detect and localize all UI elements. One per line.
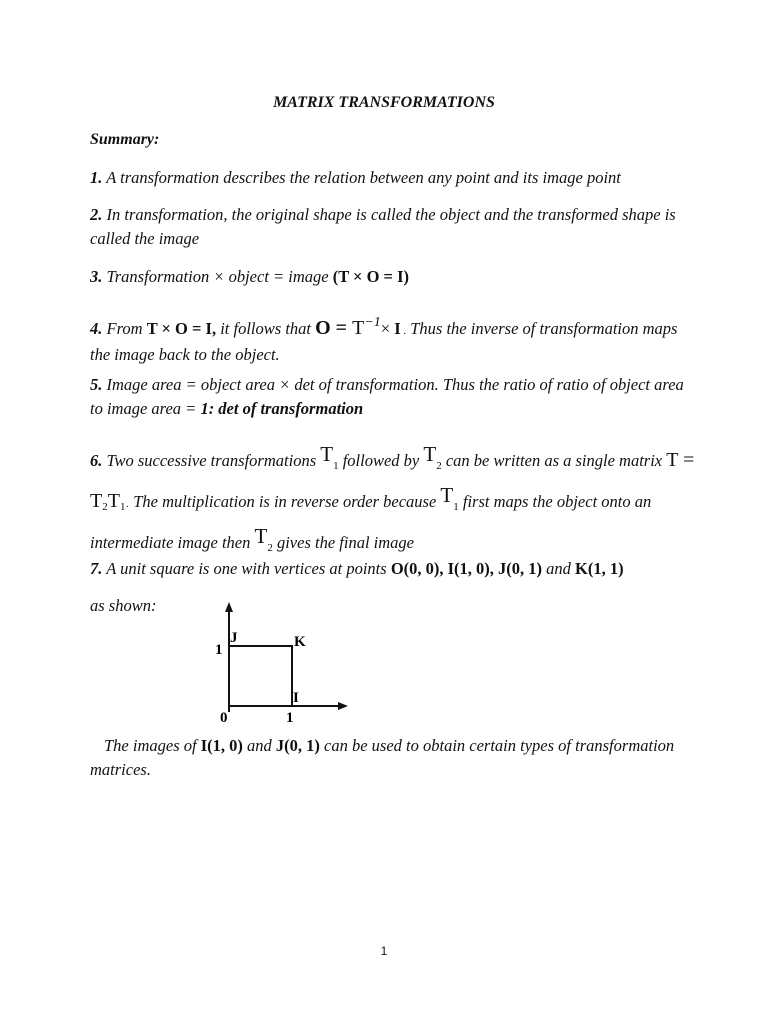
x-axis-arrow (338, 702, 348, 710)
symbol-t: T (254, 524, 268, 548)
item-number: 2. (90, 205, 103, 224)
equation-t1: T (107, 490, 120, 512)
equation-t: T (352, 317, 365, 339)
unit-square (229, 646, 292, 706)
equation-t2: T (90, 490, 103, 512)
item-text: The multiplication is in reverse order because (129, 492, 441, 511)
item-number: 1. (90, 168, 103, 187)
page-number: 1 (380, 944, 388, 958)
symbol-t: T (320, 442, 334, 466)
symbol-subscript: 1 (333, 460, 339, 472)
formula: (T × O = I) (332, 267, 409, 286)
symbol-t: T (423, 442, 437, 466)
item-number: 6. (90, 451, 103, 470)
label-y-one: 1 (215, 642, 223, 658)
item-text: as shown: (90, 596, 157, 615)
item-number: 7. (90, 559, 103, 578)
label-i: I (293, 690, 299, 706)
point-i: I(1, 0) (200, 736, 243, 755)
item-text: and (242, 736, 276, 755)
points-list: O(0, 0), I(1, 0), J(0, 1) (390, 559, 543, 578)
symbol-subscript: 2 (267, 542, 273, 554)
symbol-subscript: 2 (436, 460, 442, 472)
symbol-subscript: 1 (453, 501, 459, 513)
unit-square-svg (200, 598, 370, 728)
item-text: gives the final image (272, 533, 414, 552)
item-text: A unit square is one with vertices at points (102, 559, 391, 578)
item-text: The images of (104, 736, 201, 755)
item-text: can be used to obtain certain types of transformation matrices. (90, 736, 675, 779)
summary-item-3 (90, 265, 700, 289)
summary-heading: Summary: (90, 131, 160, 148)
label-x-one: 1 (286, 710, 294, 726)
symbol-subscript: 2 (102, 501, 108, 513)
summary-item-2 (90, 203, 700, 251)
equation-i: I (394, 319, 401, 338)
item-text: Transformation × object = image (102, 267, 333, 286)
label-j: J (230, 630, 238, 646)
item-text: Thus the inverse of transformation maps the image back to the object. (90, 319, 678, 364)
summary-item-7 (90, 550, 700, 624)
item-text: followed by (338, 451, 424, 470)
summary-item-6 (90, 442, 700, 565)
item-text: From (102, 319, 147, 338)
summary-item-4 (90, 311, 700, 367)
equation-dot: . (400, 325, 407, 337)
label-origin: 0 (220, 710, 228, 726)
equation-times: × (380, 319, 395, 338)
item-text: In transformation, the original shape is called the object and the transformed shape is called the image (90, 205, 676, 248)
unit-square-diagram (200, 598, 370, 728)
item-text: it follows that (216, 319, 316, 338)
item-text: can be written as a single matrix (441, 451, 667, 470)
equation-superscript: −1 (364, 315, 381, 330)
item-text: Image area = object area × det of transformation. Thus the ratio of ratio of object area to image area = (90, 375, 684, 418)
label-k: K (294, 634, 306, 650)
item-text: first maps the object onto an intermediate image then (90, 492, 652, 552)
item-text: A transformation describes the relation between any point and its image point (102, 168, 621, 187)
point-k: K(1, 1) (575, 559, 624, 578)
equation-t: T = (666, 449, 695, 471)
summary-item-5 (90, 373, 700, 421)
symbol-t: T (440, 483, 454, 507)
equation-lhs: O = (315, 317, 353, 339)
item-number: 5. (90, 375, 103, 394)
item-text: Two successive transformations (102, 451, 321, 470)
y-axis-arrow (225, 602, 233, 612)
ratio-text: 1: det of transformation (200, 399, 364, 418)
page-title: MATRIX TRANSFORMATIONS (273, 94, 495, 111)
item-number: 4. (90, 319, 103, 338)
item-number: 3. (90, 267, 103, 286)
formula: T × O = I, (146, 319, 217, 338)
point-j: J(0, 1) (275, 736, 320, 755)
item-text: and (542, 559, 576, 578)
symbol-subscript: 1· (119, 501, 130, 513)
summary-item-1 (90, 166, 700, 190)
summary-item-8 (90, 734, 700, 782)
